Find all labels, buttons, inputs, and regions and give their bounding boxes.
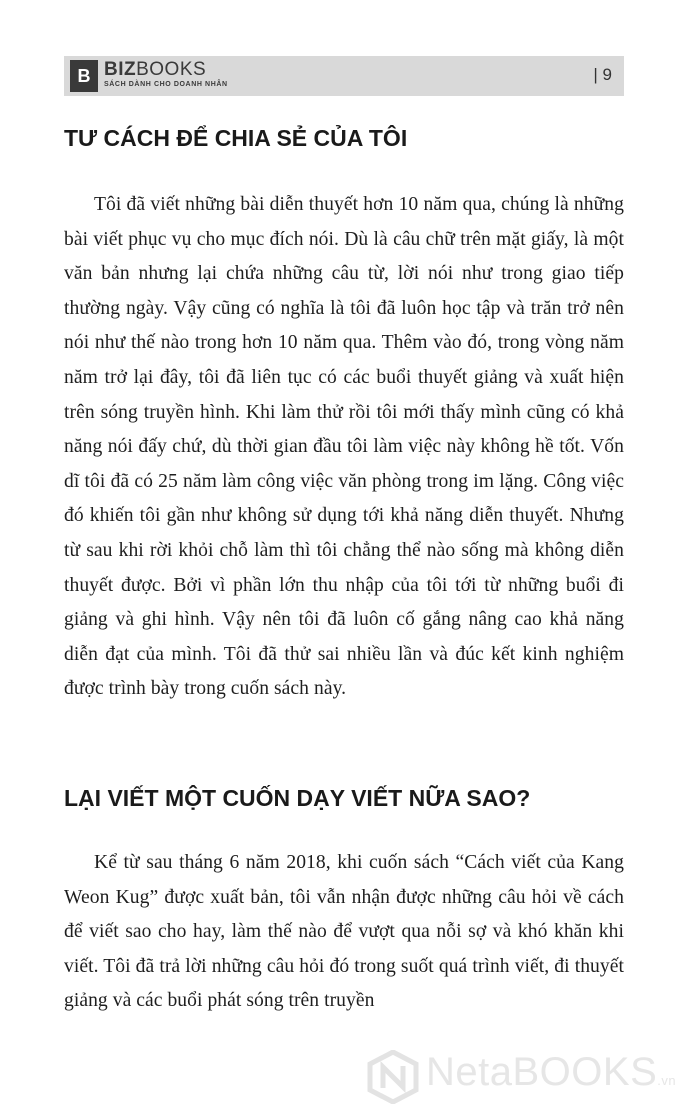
page-number: | 9 [593,65,612,84]
bizbooks-logo-icon: B [70,60,98,92]
section-heading-1: TƯ CÁCH ĐỂ CHIA SẺ CỦA TÔI [64,125,408,151]
logo-books: BOOKS [136,59,207,80]
running-header [64,56,624,96]
watermark-suffix: .vn [657,1073,677,1088]
logo-tagline: SÁCH DÀNH CHO DOANH NHÂN [104,81,228,88]
section-heading-2: LẠI VIẾT MỘT CUỐN DẠY VIẾT NỮA SAO? [64,785,531,811]
publisher-logo [104,60,206,80]
watermark-brand: NetaBOOKS [426,1050,658,1094]
netabooks-logo-icon [366,1050,420,1104]
watermark-text [426,1045,676,1108]
netabooks-watermark [366,1045,676,1108]
section-paragraph-2: Kể từ sau tháng 6 năm 2018, khi cuốn sách “Cách viết của Kang Weon Kug” được xuất bản, tôi vẫn nhận được những câu hỏi về cách để viết sao cho hay, làm thế nào để vượt qua nỗi sợ và khó khăn khi viết. Tôi đã trả lời những câu hỏi đó trong suốt quá trình viết, đi thuyết giảng và các buổi phát sóng trên truyền [64,852,624,1012]
section-paragraph-1: Tôi đã viết những bài diễn thuyết hơn 10 năm qua, chúng là những bài viết phục vụ cho mục đích nói. Dù là câu chữ trên mặt giấy, là một văn bản nhưng lại chứa những câu từ, lời nói như trong giao tiếp thường ngày. Vậy cũng có nghĩa là tôi đã luôn học tập và trăn trở nên nói như thế nào trong hơn 10 năm qua. Thêm vào đó, trong vòng năm năm trở lại đây, tôi đã liên tục có các buổi thuyết giảng và xuất hiện trên sóng truyền hình. Khi làm thử rồi tôi mới thấy mình cũng có khả năng nói đấy chứ, dù thời gian đầu tôi làm việc này không hề tốt. Vốn dĩ tôi đã có 25 năm làm công việc văn phòng trong im lặng. Công việc đó khiến tôi gần như không sử dụng tới khả năng diễn thuyết. Nhưng từ sau khi rời khỏi chỗ làm thì tôi chẳng thể nào sống mà không diễn thuyết được. Bởi vì phần lớn thu nhập của tôi tới từ những buổi đi giảng và ghi hình. Vậy nên tôi đã luôn cố gắng nâng cao khả năng diễn đạt của mình. Tôi đã thử sai nhiều lần và đúc kết kinh nghiệm được trình bày trong cuốn sách này. [64,194,624,700]
logo-biz: BIZ [104,59,137,80]
